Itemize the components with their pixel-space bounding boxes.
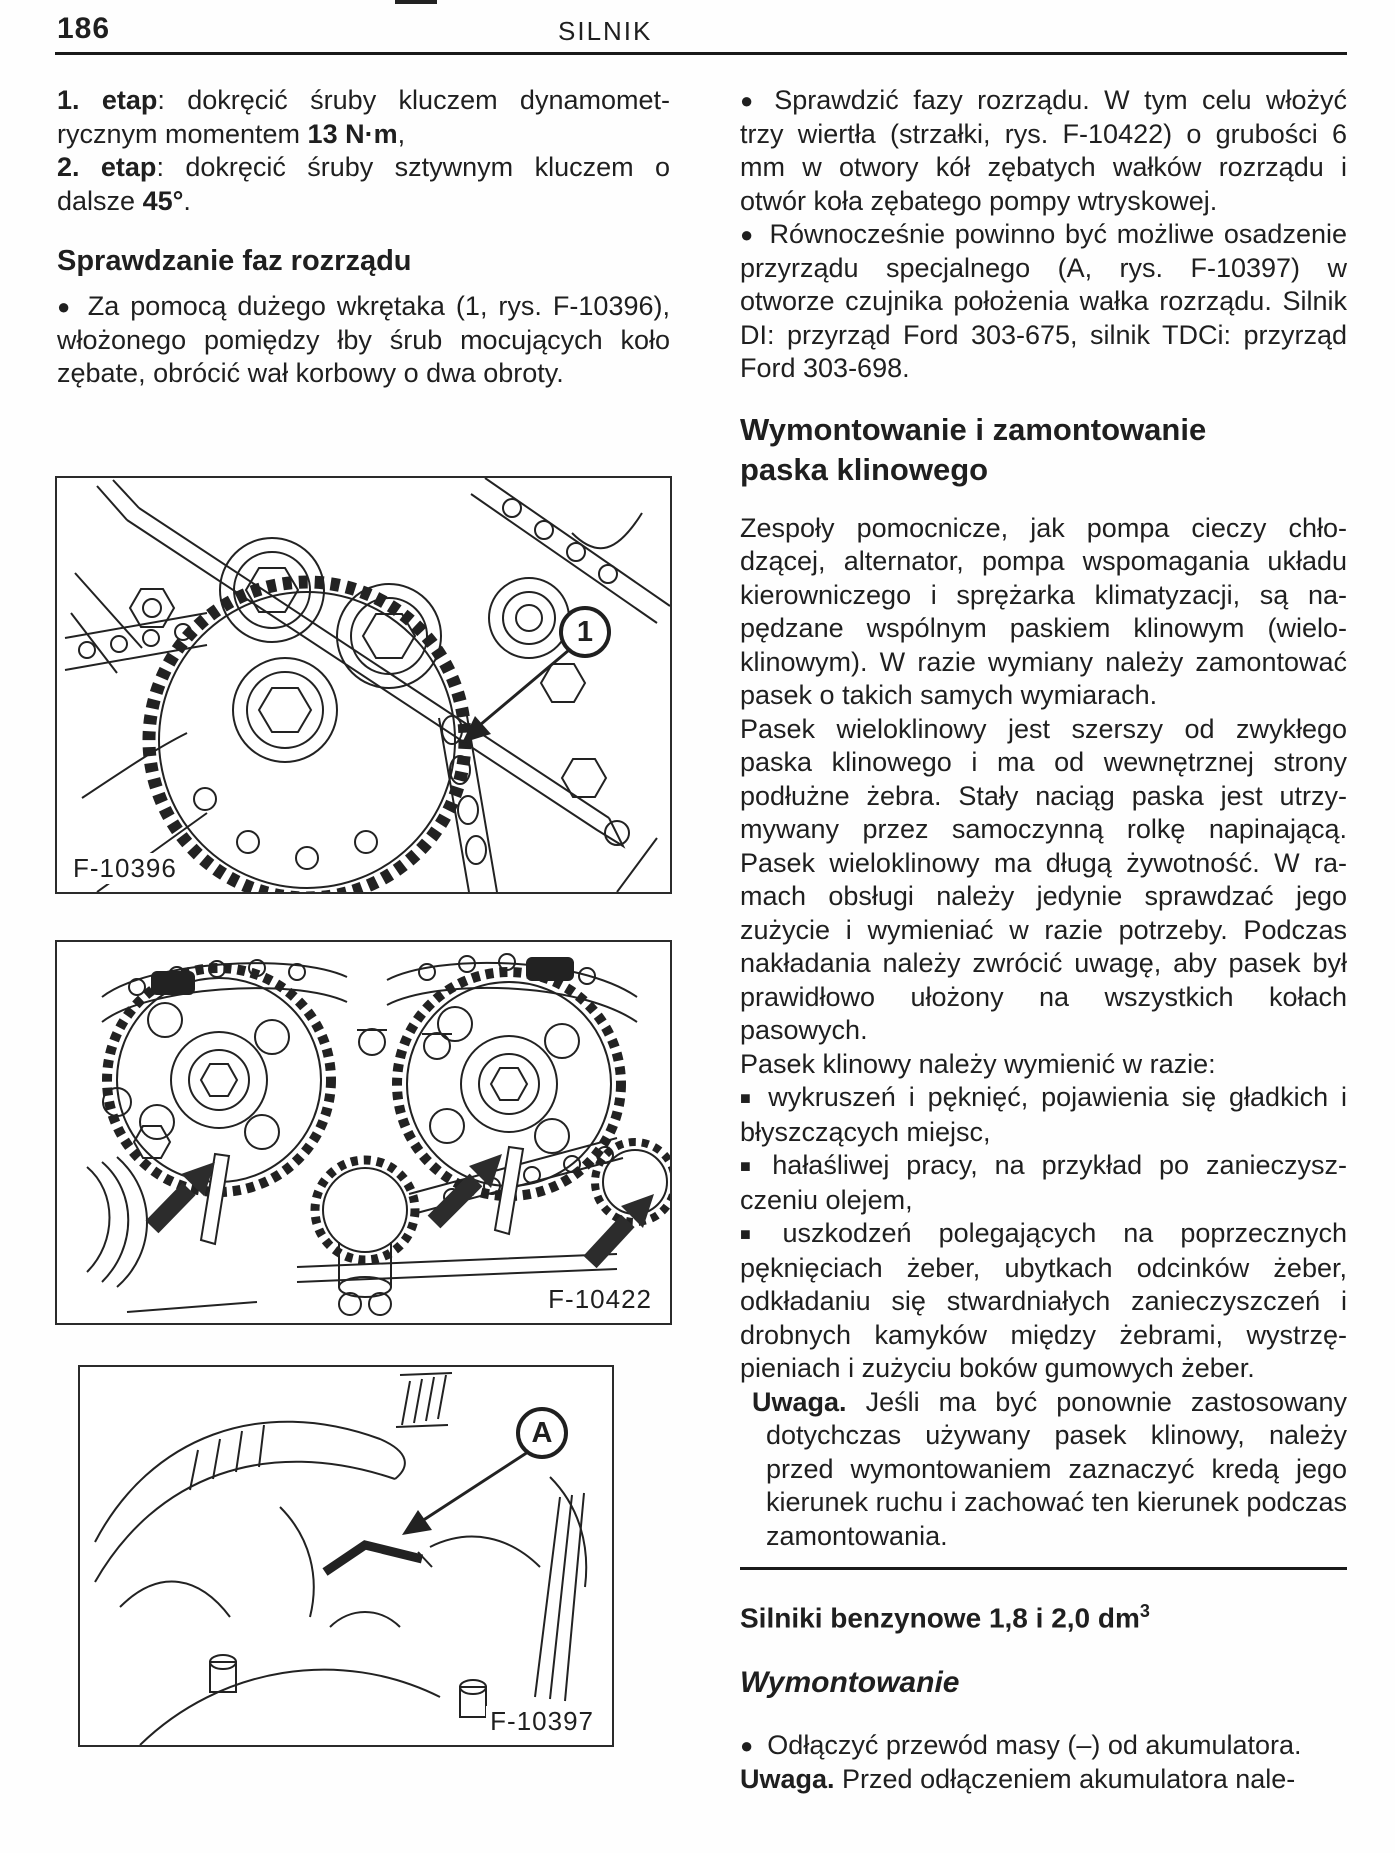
figure-f10396 bbox=[55, 476, 672, 894]
bullet-dot-icon: ● bbox=[740, 88, 761, 113]
figure-caption-f10396: F-10396 bbox=[69, 853, 181, 884]
note-label: Uwaga. bbox=[752, 1386, 847, 1417]
note-reuse-belt bbox=[740, 1386, 1347, 1554]
note-battery-text: Przed odłączeniem akumulatora nale- bbox=[834, 1763, 1296, 1794]
left-bullet-text: Za pomocą dużego wkrętaka (1, rys. F-10396), włożonego pomiędzy łby śrub mocujących koło zębate, obrócić wał korbowy o dwa obroty. bbox=[57, 291, 670, 388]
note-text: Jeśli ma być ponownie zastosowany dotychczas używany pasek klinowy, należy przed wymontowaniem zaznaczyć kredą jego kierunek ruchu i zachować ten kierunek podczas zamontowania. bbox=[766, 1386, 1347, 1551]
main-heading-line2: paska klinowego bbox=[740, 451, 989, 487]
subheading-wymontowanie: Wymontowanie bbox=[740, 1666, 960, 1700]
main-heading-line1: Wymontowanie i zamontowanie bbox=[740, 411, 1207, 447]
note-battery-label: Uwaga. bbox=[740, 1763, 835, 1794]
belt-detail-paragraph: Pasek wieloklinowy jest szerszy od zwykłego paska klinowego i ma od wewnętrznej strony podłużne żebra. Stały naciąg paska jest utrzymywany przez samoczynną rolkę napinającą. Pasek wieloklinowy ma długą żywotność. W ramach obsługi należy jedynie sprawdzać jego zużycie i wymieniać w razie potrzeby. Podczas nakładania należy zwrócić uwagę, aby pasek był prawidłowo ułożony na wszystkich kołach pasowych. bbox=[740, 713, 1347, 1045]
replace-list-item-2 bbox=[740, 1149, 1347, 1217]
callout-1-badge: 1 bbox=[559, 606, 611, 658]
replace-list-intro: Pasek klinowy należy wymienić w razie: bbox=[740, 1048, 1216, 1079]
step-2-tail: . bbox=[183, 185, 191, 216]
step-2-text: : dokręcić śruby sztywnym kluczem o dalsze bbox=[57, 152, 670, 216]
right-bullet-3-text: Odłączyć przewód masy (–) od akumulatora. bbox=[767, 1730, 1302, 1761]
subheading-superscript: 3 bbox=[1139, 1601, 1150, 1621]
right-bullet-1-text: Sprawdzić fazy rozrządu. W tym celu włożyć trzy wiertła (strzałki, rys. F-10422) o grubości 6 mm w otwory kół zębatych wałków rozrządu i otwór koła zębatego pompy wtryskowej. bbox=[740, 85, 1347, 216]
step-2-label: 2. etap bbox=[57, 152, 157, 182]
right-bullet-1 bbox=[740, 84, 1347, 218]
replace-list-item-3-text: uszkodzeń polegających na poprzecznych pęknięciach żeber, ubytkach odcinków żeber, odkładaniu się stwardniałych zanieczyszczeń i drobnych kamyków między żebrami, wystrzępieniach i zużyciu boków gumowych żeber. bbox=[740, 1218, 1347, 1383]
subheading-text: Silniki benzynowe 1,8 i 2,0 dm bbox=[740, 1602, 1140, 1634]
left-bullet-paragraph bbox=[57, 290, 670, 391]
page-header-title: SILNIK bbox=[558, 16, 653, 46]
section-heading-faz-rozrzadu: Sprawdzanie faz rozrządu bbox=[57, 245, 412, 277]
step-1-label: 1. etap bbox=[57, 85, 158, 115]
replace-list-item-1 bbox=[740, 1081, 1347, 1149]
right-column bbox=[740, 84, 1347, 1796]
right-bullet-2 bbox=[740, 218, 1347, 386]
bullet-square-icon: ■ bbox=[740, 1224, 771, 1244]
callout-a-badge: A bbox=[516, 1407, 568, 1459]
step-1-tail: , bbox=[397, 118, 406, 149]
bullet-dot-icon: ● bbox=[740, 1733, 754, 1759]
step-1-text: : dokręcić śruby kluczem dynamometrycznym momentem bbox=[57, 85, 670, 149]
step-1-paragraph bbox=[57, 84, 670, 151]
figure-f10397 bbox=[78, 1365, 614, 1747]
bullet-square-icon: ■ bbox=[740, 1156, 761, 1176]
page-number: 186 bbox=[57, 12, 111, 45]
right-bullet-3 bbox=[740, 1729, 1347, 1763]
left-column bbox=[57, 84, 670, 391]
bullet-dot-icon: ● bbox=[57, 294, 74, 319]
bullet-square-icon: ■ bbox=[740, 1088, 757, 1108]
right-bullet-2-text: Równocześnie powinno być możliwe osadzenie przyrządu specjalnego (A, rys. F-10397) w otworze czujnika położenia wałka rozrządu. Silnik DI: przyrząd Ford 303-675, silnik TDCi: przyrząd Ford 303-698. bbox=[740, 219, 1347, 383]
scan-artifact bbox=[395, 0, 437, 4]
bullet-dot-icon: ● bbox=[740, 222, 756, 247]
figure-caption-f10422: F-10422 bbox=[544, 1284, 656, 1315]
main-heading-pasek bbox=[740, 410, 1347, 490]
step-2-paragraph bbox=[57, 151, 670, 218]
section-divider-rule bbox=[740, 1567, 1347, 1570]
figure-f10422 bbox=[55, 940, 672, 1325]
callout-arrowhead bbox=[402, 1510, 432, 1535]
subheading-silniki-benzynowe bbox=[740, 1594, 1347, 1635]
figure-caption-f10397: F-10397 bbox=[486, 1706, 598, 1737]
step-1-value: 13 N·m bbox=[307, 118, 398, 149]
crankshaft-screwdriver-drawing bbox=[57, 478, 670, 892]
note-battery bbox=[740, 1763, 1347, 1797]
replace-list-item-2-text: hałaśliwej pracy, na przykład po zanieczyszczeniu olejem, bbox=[740, 1150, 1347, 1215]
step-2-value: 45° bbox=[142, 185, 184, 216]
replace-list-item-1-text: wykruszeń i pęknięć, pojawienia się gładkich i błyszczących miejsc, bbox=[740, 1082, 1347, 1147]
replace-list-item-3 bbox=[740, 1217, 1347, 1386]
belt-intro-paragraph: Zespoły pomocnicze, jak pompa cieczy chłodzącej, alternator, pompa wspomagania układu kierowniczego i sprężarka klimatyzacji, są napędzane wspólnym paskiem klinowym (wieloklinowym). W razie wymiany należy zamontować pasek o takich samych wymiarach. bbox=[740, 512, 1347, 710]
timing-sprockets-drawing bbox=[57, 942, 670, 1323]
header-rule bbox=[55, 52, 1347, 55]
